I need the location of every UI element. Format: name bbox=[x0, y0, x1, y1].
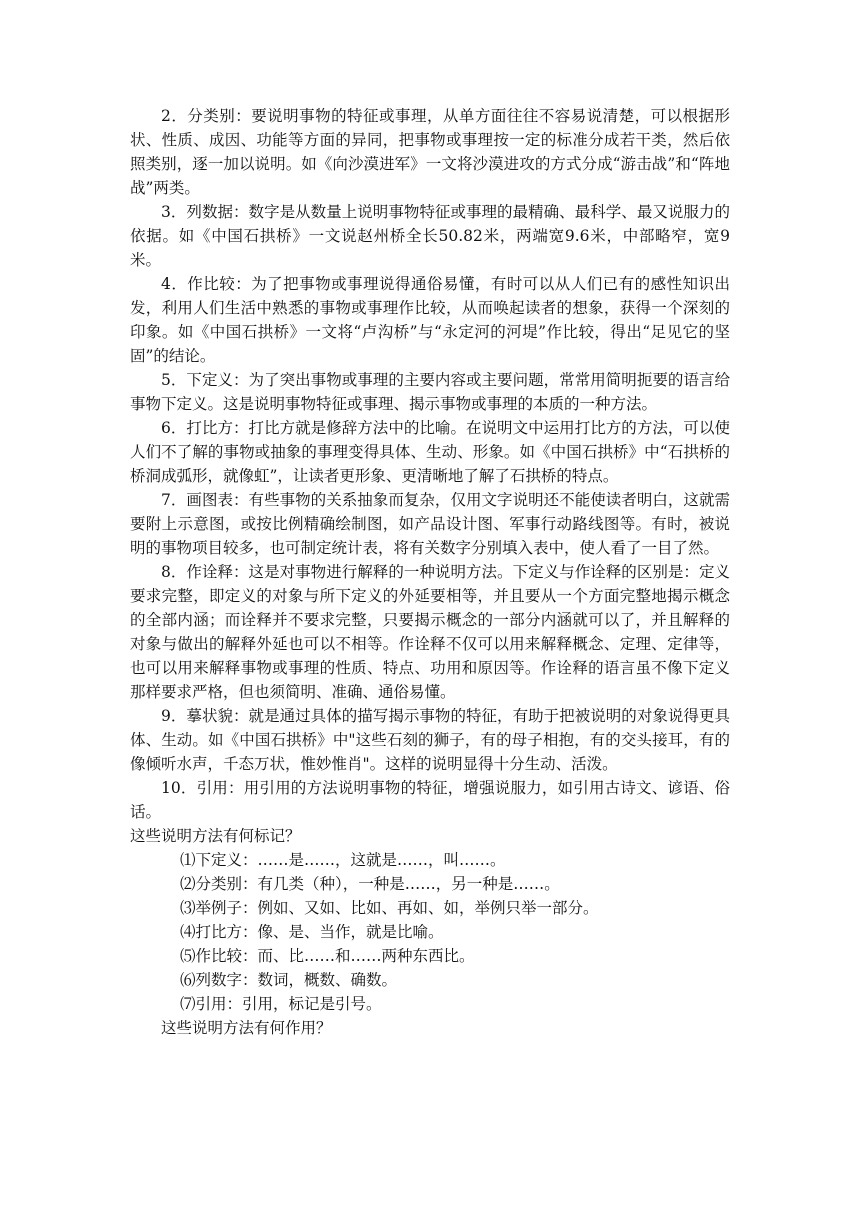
paragraph-data: 3．列数据：数字是从数量上说明事物特征或事理的最精确、最科学、最又说服力的依据。如《中国石拱桥》一文说赵州桥全长50.82米，两端宽9.6米，中部略窄，宽9米。 bbox=[130, 203, 730, 269]
paragraph-classification: 2．分类别：要说明事物的特征或事理，从单方面往往不容易说清楚，可以根据形状、性质、成因、功能等方面的异同，把事物或事理按一定的标准分成若干类，然后依照类别，逐一加以说明。如《向沙漠进军》一文将沙漠进攻的方式分成“游击战”和“阵地战”两类。 bbox=[130, 107, 730, 197]
marker-item: ⑸作比较：而、比……和……两种东西比。 bbox=[180, 947, 475, 965]
paragraph-interpretation: 8．作诠释：这是对事物进行解释的一种说明方法。下定义与作诠释的区别是：定义要求完整，即定义的对象与所下定义的外延要相等，并且要从一个方面完整地揭示概念的全部内涵；而诠释并不要求完整，只要揭示概念的一部分内涵就可以了，并且解释的对象与做出的解释外延也可以不相等。作诠释不仅可以用来解释概念、定理、定律等，也可以用来解释事物或事理的性质、特点、功用和原因等。作诠释的语言虽不像下定义那样要求严格，但也须简明、准确、通俗易懂。 bbox=[130, 563, 730, 701]
marker-item: ⑶举例子：例如、又如、比如、再如、如，举例只举一部分。 bbox=[180, 899, 599, 917]
marker-item: ⑵分类别：有几类（种），一种是……，另一种是……。 bbox=[180, 875, 560, 893]
paragraph-definition: 5．下定义：为了突出事物或事理的主要内容或主要问题，常常用简明扼要的语言给事物下定义。这是说明事物特征或事理、揭示事物或事理的本质的一种方法。 bbox=[130, 371, 730, 413]
marker-item: ⑴下定义：……是……，这就是……，叫……。 bbox=[180, 851, 506, 869]
markers-list bbox=[130, 848, 730, 1016]
effects-heading: 这些说明方法有何作用？ bbox=[161, 1019, 332, 1037]
paragraph-quotation: 10．引用：用引用的方法说明事物的特征，增强说服力，如引用古诗文、谚语、俗话。 bbox=[130, 779, 730, 821]
marker-item: ⑺引用：引用，标记是引号。 bbox=[180, 995, 382, 1013]
markers-heading: 这些说明方法有何标记？ bbox=[130, 827, 301, 845]
marker-item: ⑷打比方：像、是、当作，就是比喻。 bbox=[180, 923, 444, 941]
paragraph-description: 9．摹状貌：就是通过具体的描写揭示事物的特征，有助于把被说明的对象说得更具体、生动。如《中国石拱桥》中"这些石刻的狮子，有的母子相抱，有的交头接耳，有的像倾听水声，千态万状，惟妙惟肖"。这样的说明显得十分生动、活泼。 bbox=[130, 707, 730, 773]
paragraph-charts: 7．画图表：有些事物的关系抽象而复杂，仅用文字说明还不能使读者明白，这就需要附上示意图，或按比例精确绘制图，如产品设计图、军事行动路线图等。有时，被说明的事物项目较多，也可制定统计表，将有关数字分别填入表中，使人看了一目了然。 bbox=[130, 491, 730, 557]
document-body bbox=[130, 104, 730, 1040]
paragraph-comparison: 4．作比较：为了把事物或事理说得通俗易懂，有时可以从人们已有的感性知识出发，利用人们生活中熟悉的事物或事理作比较，从而唤起读者的想象，获得一个深刻的印象。如《中国石拱桥》一文将“卢沟桥”与“永定河的河堤”作比较，得出“足见它的坚固”的结论。 bbox=[130, 275, 730, 365]
marker-item: ⑹列数字：数词，概数、确数。 bbox=[180, 971, 398, 989]
paragraph-analogy: 6．打比方：打比方就是修辞方法中的比喻。在说明文中运用打比方的方法，可以使人们不了解的事物或抽象的事理变得具体、生动、形象。如《中国石拱桥》中“石拱桥的桥洞成弧形，就像虹”，让读者更形象、更清晰地了解了石拱桥的特点。 bbox=[130, 419, 730, 485]
